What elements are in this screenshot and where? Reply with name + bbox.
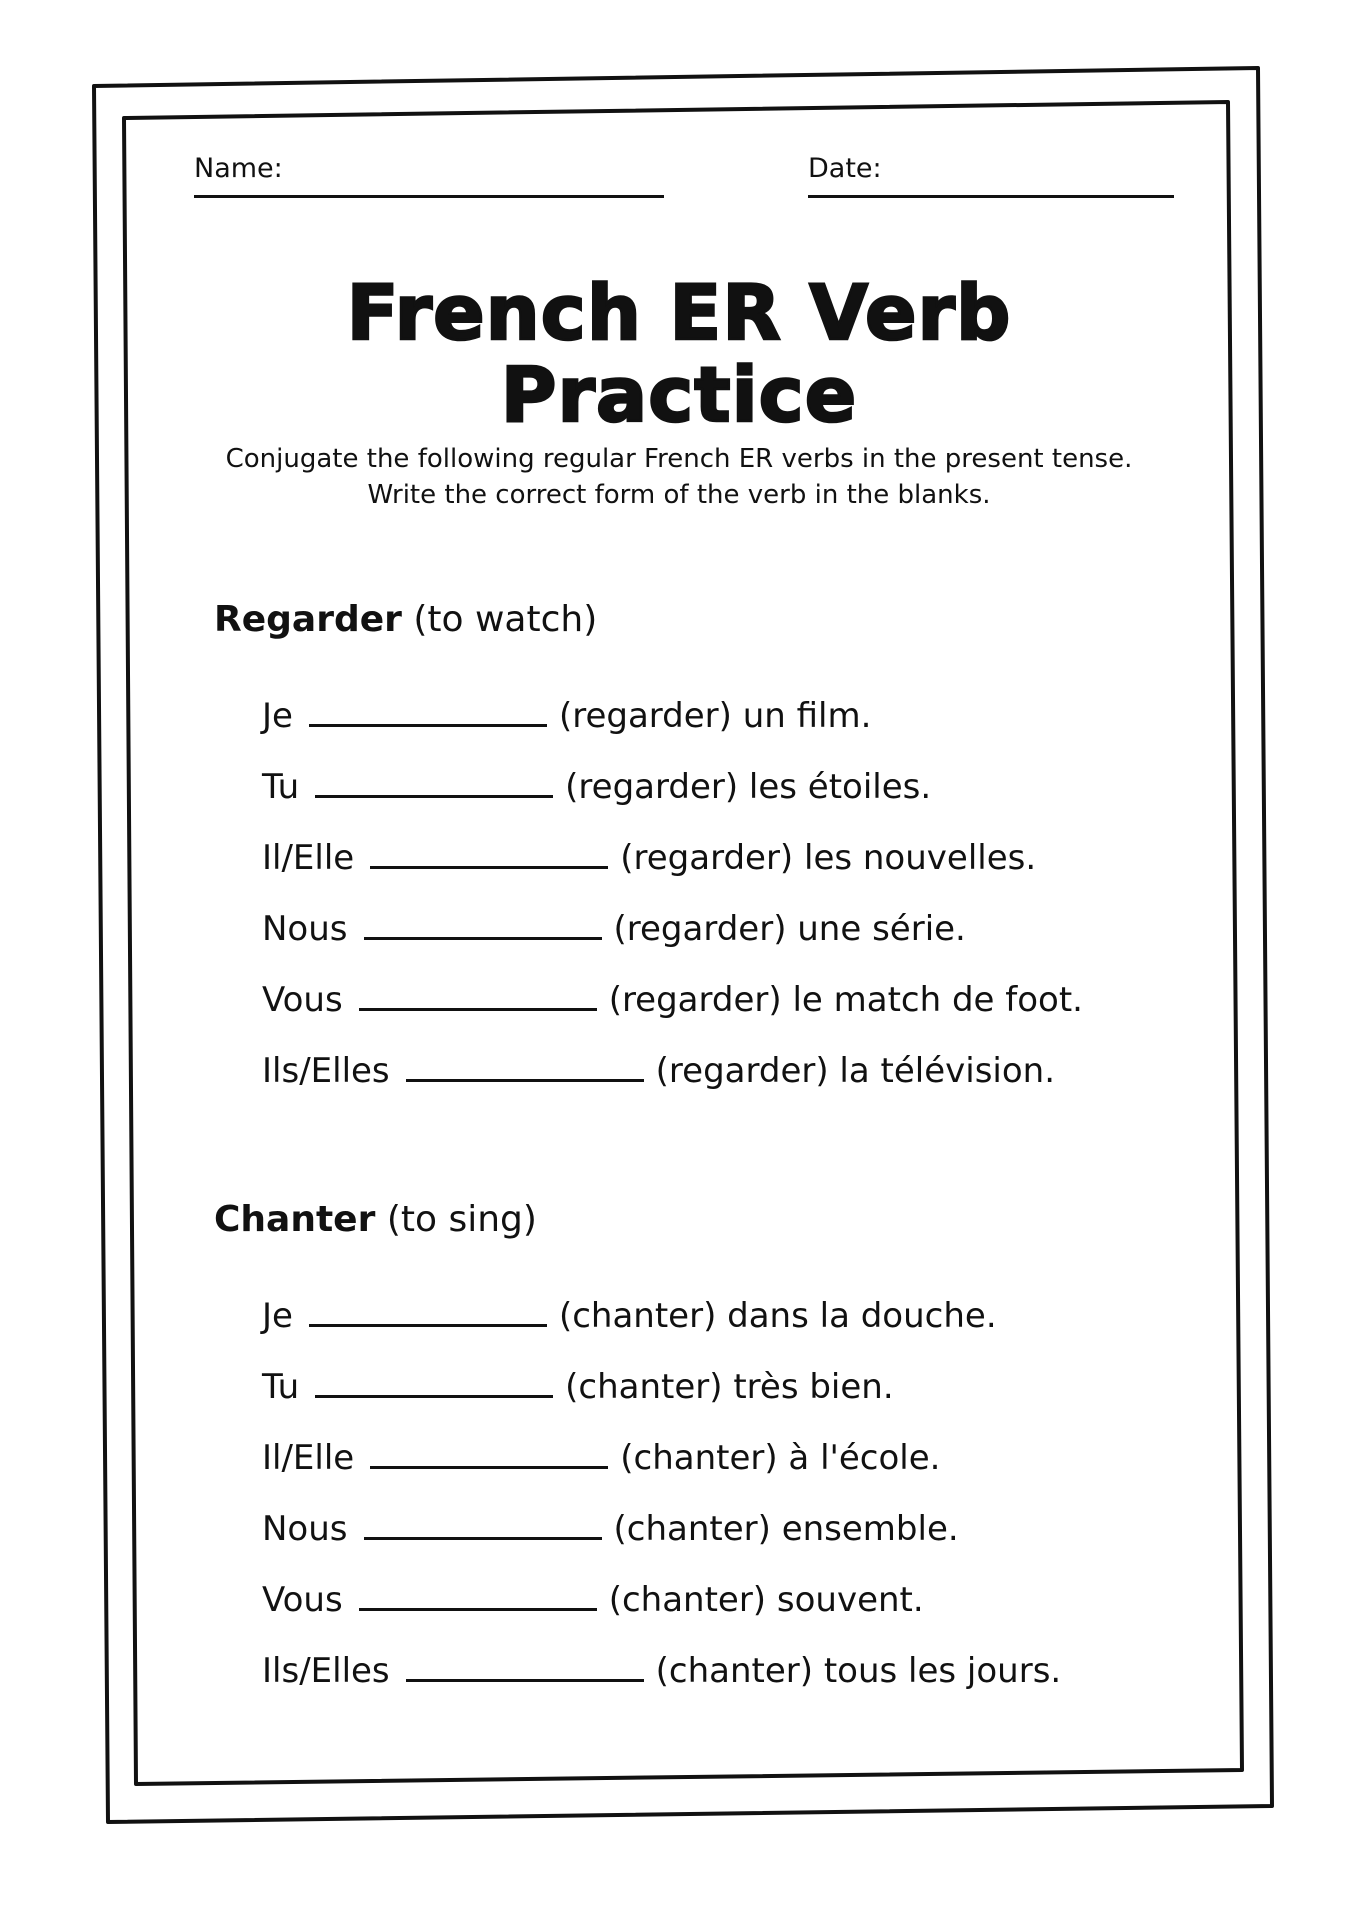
pronoun: Tu	[262, 1367, 300, 1407]
answer-blank[interactable]	[364, 1537, 602, 1540]
title-line-1: French ER Verb	[346, 268, 1012, 357]
exercise-row	[262, 1650, 1061, 1692]
prompt: (chanter) ensemble.	[613, 1509, 959, 1549]
answer-blank[interactable]	[315, 795, 553, 798]
prompt: (chanter) très bien.	[565, 1367, 894, 1407]
exercise-row	[262, 837, 1036, 879]
prompt: (chanter) souvent.	[608, 1580, 924, 1620]
pronoun: Je	[262, 696, 293, 736]
answer-blank[interactable]	[359, 1008, 597, 1011]
pronoun: Ils/Elles	[262, 1651, 390, 1691]
exercise-row	[262, 1579, 924, 1621]
pronoun: Nous	[262, 1509, 348, 1549]
prompt: (chanter) à l'école.	[620, 1438, 941, 1478]
pronoun: Il/Elle	[262, 838, 355, 878]
prompt: (chanter) dans la douche.	[558, 1296, 997, 1336]
pronoun: Il/Elle	[262, 1438, 355, 1478]
page-title	[0, 268, 1358, 439]
date-label: Date:	[808, 153, 882, 184]
instructions-line-2: Write the correct form of the verb in the blanks.	[367, 480, 991, 510]
section-title-regarder	[214, 598, 597, 642]
prompt: (chanter) tous les jours.	[655, 1651, 1062, 1691]
pronoun: Tu	[262, 767, 300, 807]
answer-blank[interactable]	[406, 1079, 644, 1082]
prompt: (regarder) un film.	[558, 696, 872, 736]
exercise-row	[262, 766, 931, 808]
pronoun: Vous	[262, 1580, 343, 1620]
section-title-chanter	[214, 1198, 537, 1242]
prompt: (regarder) les nouvelles.	[620, 838, 1037, 878]
date-line[interactable]	[808, 195, 1174, 198]
answer-blank[interactable]	[359, 1608, 597, 1611]
pronoun: Vous	[262, 980, 343, 1020]
section-meaning: (to watch)	[413, 599, 598, 640]
name-line[interactable]	[194, 195, 664, 198]
answer-blank[interactable]	[315, 1395, 553, 1398]
answer-blank[interactable]	[370, 866, 608, 869]
exercise-row	[262, 1050, 1055, 1092]
exercise-row	[262, 1295, 997, 1337]
answer-blank[interactable]	[406, 1679, 644, 1682]
exercise-row	[262, 1366, 894, 1408]
answer-blank[interactable]	[364, 937, 602, 940]
exercise-row	[262, 1508, 959, 1550]
pronoun: Ils/Elles	[262, 1051, 390, 1091]
exercise-row	[262, 1437, 940, 1479]
section-meaning: (to sing)	[386, 1199, 537, 1240]
instructions-line-1: Conjugate the following regular French ER verbs in the present tense.	[225, 444, 1133, 474]
pronoun: Je	[262, 1296, 293, 1336]
prompt: (regarder) une série.	[613, 909, 966, 949]
pronoun: Nous	[262, 909, 348, 949]
section-verb: Regarder	[214, 599, 402, 640]
instructions	[0, 441, 1358, 513]
name-label: Name:	[194, 153, 283, 184]
prompt: (regarder) le match de foot.	[608, 980, 1083, 1020]
exercise-row	[262, 695, 871, 737]
answer-blank[interactable]	[370, 1466, 608, 1469]
section-verb: Chanter	[214, 1199, 376, 1240]
prompt: (regarder) les étoiles.	[565, 767, 932, 807]
answer-blank[interactable]	[309, 1324, 547, 1327]
title-line-2: Practice	[500, 350, 858, 439]
exercise-row	[262, 979, 1083, 1021]
prompt: (regarder) la télévision.	[655, 1051, 1056, 1091]
exercise-row	[262, 908, 966, 950]
answer-blank[interactable]	[309, 724, 547, 727]
